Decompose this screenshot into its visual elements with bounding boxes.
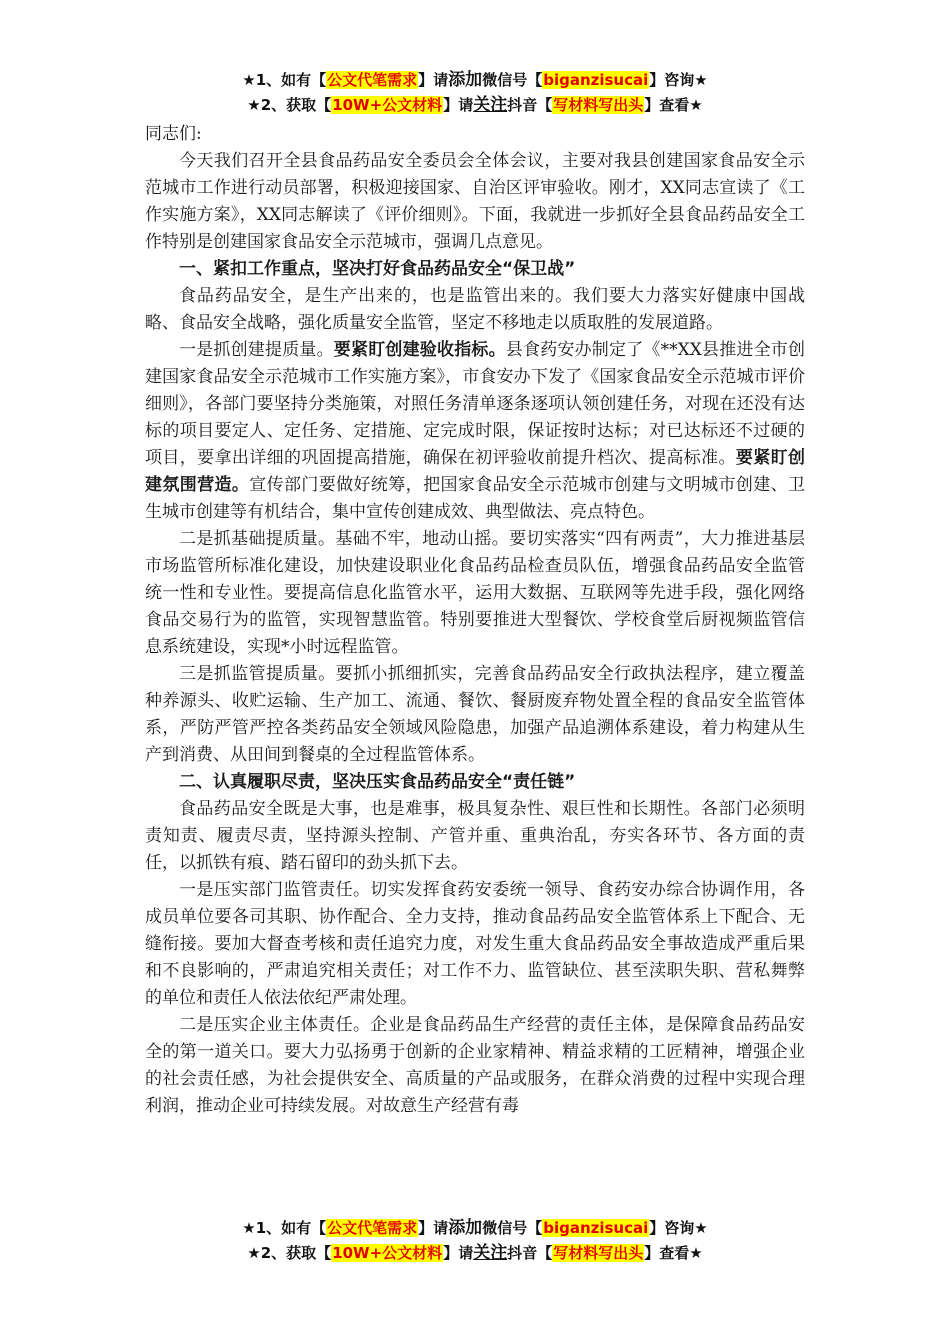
- promo-text: 】请: [418, 71, 449, 89]
- section-1-intro: 食品药品安全，是生产出来的，也是监管出来的。我们要大力落实好健康中国战略、食品安全战略，强化质量安全监管，坚定不移地走以质取胜的发展道路。: [145, 286, 805, 333]
- highlight-wechat-id: biganzisucai: [543, 1219, 649, 1237]
- promo-line-2: [0, 1241, 950, 1266]
- salutation: 同志们:: [145, 124, 202, 144]
- highlight-wechat-id: biganzisucai: [543, 71, 649, 89]
- promo-text: 】请: [443, 1244, 474, 1262]
- promo-banner-top: [0, 68, 950, 118]
- promo-line-1: [0, 1216, 950, 1241]
- emphasis-text: 关注: [473, 95, 508, 115]
- highlight-douyin-account: 写材料写出头: [553, 1244, 644, 1262]
- promo-text: ★1、如有【: [242, 1219, 327, 1237]
- promo-text: 抖音【: [507, 96, 553, 114]
- promo-text: 抖音【: [507, 1244, 553, 1262]
- promo-text: 】咨询★: [649, 71, 708, 89]
- section-1-point-2: 二是抓基础提质量。基础不牢，地动山摇。要切实落实“四有两责”，大力推进基层市场监管所标准化建设，加快建设职业化食品药品检查员队伍，增强食品药品安全监管统一性和专业性。要提高信息化监管水平，运用大数据、互联网等先进手段，强化网络食品交易行为的监管，实现智慧监管。特别要推进大型餐饮、学校食堂后厨视频监管信息系统建设，实现*小时远程监管。: [145, 529, 805, 657]
- promo-text: 】请: [418, 1219, 449, 1237]
- emphasis-text: 添加: [448, 70, 483, 90]
- promo-text: 】请: [443, 96, 474, 114]
- point-text: 宣传部门要做好统筹，把国家食品安全示范城市创建与文明城市创建、卫生城市创建等有机结合，集中宣传创建成效、典型做法、亮点特色。: [145, 475, 806, 522]
- promo-line-1: [0, 68, 950, 93]
- point-text: 县食药安办制定了《**XX县推进全市创建国家食品安全示范城市工作实施方案》，市食安办下发了《国家食品安全示范城市评价细则》，各部门要坚持分类施策，对照任务清单逐条逐项认领创建任务，对现在还没有达标的项目要定人、定任务、定措施、定完成时限，保证按时达标；对已达标还不过硬的项目，要拿出详细的巩固提高措施，确保在初评验收前提升档次、提高标准。: [145, 340, 805, 468]
- section-2-intro: 食品药品安全既是大事，也是难事，极具复杂性、艰巨性和长期性。各部门必须明责知责、履责尽责，坚持源头控制、产管并重、重典治乱，夯实各环节、各方面的责任，以抓铁有痕、踏石留印的劲头抓下去。: [145, 799, 805, 873]
- promo-text: ★1、如有【: [242, 71, 327, 89]
- section-1-point-3: 三是抓监管提质量。要抓小抓细抓实，完善食品药品安全行政执法程序，建立覆盖种养源头、收贮运输、生产加工、流通、餐饮、餐厨废弃物处置全程的食品安全监管体系，严防严管严控各类药品安全领域风险隐患，加强产品追溯体系建设，着力构建从生产到消费、从田间到餐桌的全过程监管体系。: [145, 664, 805, 765]
- promo-text: ★2、获取【: [247, 1244, 332, 1262]
- bold-subpoint: 要紧盯创建验收指标。: [333, 340, 506, 360]
- bold-subpoint: 要紧盯创建氛围营造。: [145, 448, 806, 495]
- section-1-point-1: [145, 337, 805, 526]
- emphasis-text: 添加: [448, 1218, 483, 1238]
- section-heading-1: 一、紧扣工作重点，坚决打好食品药品安全“保卫战”: [179, 259, 576, 279]
- promo-text: ★2、获取【: [247, 96, 332, 114]
- promo-line-2: [0, 93, 950, 118]
- promo-text: 】查看★: [644, 1244, 703, 1262]
- highlight-service: 公文代笔需求: [327, 71, 418, 89]
- promo-text: 微信号【: [482, 1219, 543, 1237]
- highlight-materials: 10W+公文材料: [332, 1244, 443, 1262]
- section-heading-2: 二、认真履职尽责，坚决压实食品药品安全“责任链”: [179, 772, 576, 792]
- intro-paragraph: 今天我们召开全县食品药品安全委员会全体会议，主要对我县创建国家食品安全示范城市工作进行动员部署，积极迎接国家、自治区评审验收。刚才，XX同志宣读了《工作实施方案》，XX同志解读了《评价细则》。下面，我就进一步抓好全县食品药品安全工作特别是创建国家食品安全示范城市，强调几点意见。: [145, 151, 805, 252]
- highlight-service: 公文代笔需求: [327, 1219, 418, 1237]
- promo-text: 微信号【: [482, 71, 543, 89]
- section-2-point-1: 一是压实部门监管责任。切实发挥食药安委统一领导、食药安办综合协调作用，各成员单位要各司其职、协作配合、全力支持，推动食品药品安全监管体系上下配合、无缝衔接。要加大督查考核和责任追究力度，对发生重大食品药品安全事故造成严重后果和不良影响的，严肃追究相关责任；对工作不力、监管缺位、甚至渎职失职、营私舞弊的单位和责任人依法依纪严肃处理。: [145, 880, 805, 1008]
- highlight-materials: 10W+公文材料: [332, 96, 443, 114]
- document-body: [145, 121, 805, 1120]
- promo-text: 】咨询★: [649, 1219, 708, 1237]
- section-2-point-2: 二是压实企业主体责任。企业是食品药品生产经营的责任主体，是保障食品药品安全的第一道关口。要大力弘扬勇于创新的企业家精神、精益求精的工匠精神，增强企业的社会责任感，为社会提供安全、高质量的产品或服务，在群众消费的过程中实现合理利润，推动企业可持续发展。对故意生产经营有毒: [145, 1015, 805, 1116]
- emphasis-text: 关注: [473, 1243, 508, 1263]
- promo-text: 】查看★: [644, 96, 703, 114]
- point-lead: 一是抓创建提质量。: [179, 340, 334, 360]
- highlight-douyin-account: 写材料写出头: [553, 96, 644, 114]
- promo-banner-bottom: [0, 1216, 950, 1266]
